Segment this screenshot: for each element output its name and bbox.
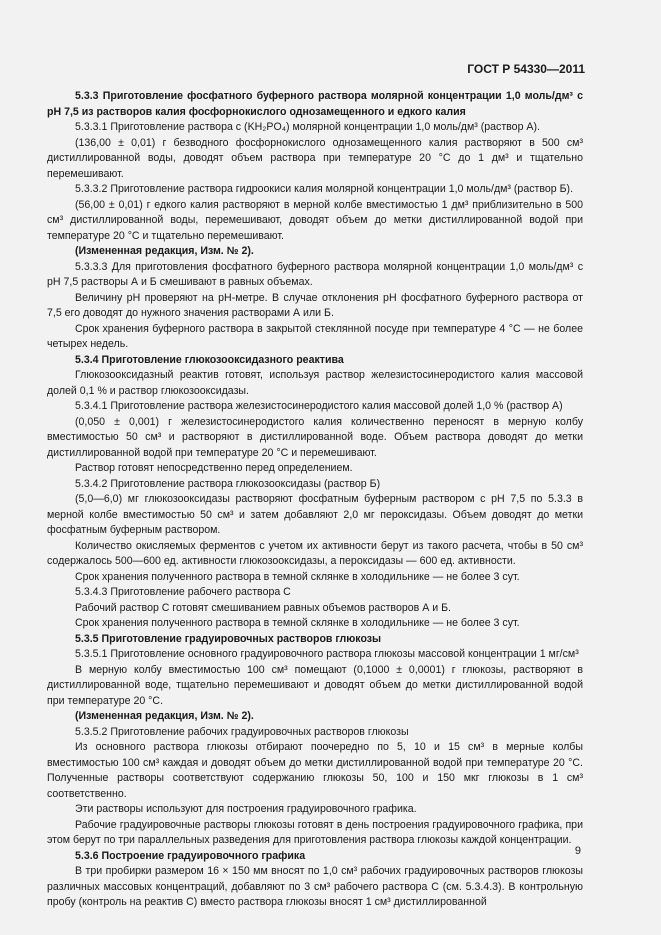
page-number: 9 xyxy=(574,845,581,857)
paragraph: 5.3.5.2 Приготовление рабочих градуировочных растворов глюкозы xyxy=(75,725,409,738)
paragraph: Рабочие градуировочные растворы глюкозы готовят в день построения градуировочного графика, при этом берут по три параллельных разведения для приготовления раствора глюкозы каждой концентрации. xyxy=(47,818,583,846)
paragraph: Раствор готовят непосредственно перед определением. xyxy=(75,462,353,474)
paragraph: В три пробирки размером 16 × 150 мм вносят по 1,0 см³ рабочих градуировочных растворов глюкозы различных массовых концентраций, добавляют по 3 см³ рабочего раствора С (см. 5.3.4.3). В контрольную пробу (контроль на реактив С) вместо раствора глюкозы вносят 1 см³ дистиллированной xyxy=(47,865,583,908)
paragraph: 5.3.4.2 Приготовление раствора глюкозооксидазы (раствор Б) xyxy=(75,477,381,490)
paragraph: (Измененная редакция, Изм. № 2). xyxy=(75,245,254,257)
paragraph: 5.3.4.3 Приготовление рабочего раствора С xyxy=(75,586,291,598)
paragraph: Срок хранения буферного раствора в закрытой стеклянной посуде при температуре 4 °С — не более четырех недель. xyxy=(47,322,583,350)
paragraph: В мерную колбу вместимостью 100 см³ помещают (0,1000 ± 0,0001) г глюкозы, растворяют в дистиллированной воде, тщательно перемешивают и доводят объем до метки дистиллированной водой при температуре 20 °С. xyxy=(47,663,583,707)
paragraph: 5.3.5 Приготовление градуировочных растворов глюкозы xyxy=(75,632,382,645)
paragraph: 5.3.5.1 Приготовление основного градуировочного раствора глюкозы массовой концентрации 1 мг/см³ xyxy=(75,648,579,660)
paragraph: Глюкозооксидазный реактив готовят, используя раствор железистосинеродистого калия массовой долей 0,1 % и раствор глюкозооксидазы. xyxy=(47,369,583,397)
paragraph: 5.3.3.3 Для приготовления фосфатного буферного раствора молярной концентрации 1,0 моль/дм³ с pH 7,5 растворы А и Б смешивают в равных объемах. xyxy=(47,260,583,288)
paragraph: Количество окисляемых ферментов с учетом их активности берут из такого расчета, чтобы в 50 см³ содержалось 500—600 ед. активности глюкозооксидазы, а пероксидазы — 600 ед. активности. xyxy=(47,539,583,567)
paragraph: (56,00 ± 0,01) г едкого калия растворяют в мерной колбе вместимостью 1 дм³ приблизительно в 500 см³ дистиллированной воды, перемешивают, доводят объем до метки дистиллированной водой при температуре 20 °С и тщательно перемешивают. xyxy=(47,198,583,242)
standard-header: ГОСТ Р 54330—2011 xyxy=(467,62,585,76)
paragraph: Рабочий раствор С готовят смешиванием равных объемов растворов А и Б. xyxy=(75,601,451,614)
document-body xyxy=(47,89,583,911)
paragraph: Срок хранения полученного раствора в темной склянке в холодильнике — не более 3 сут. xyxy=(75,570,520,583)
paragraph: (Измененная редакция, Изм. № 2). xyxy=(75,710,254,722)
paragraph: 5.3.6 Построение градуировочного графика xyxy=(75,849,306,862)
paragraph: Из основного раствора глюкозы отбирают поочередно по 5, 10 и 15 см³ в мерные колбы вместимостью 100 см³ каждая и доводят объем до метки дистиллированной водой при температуре 20 °С. Полученные растворы соответствуют содержанию глюкозы 50, 100 и 150 мкг глюкозы в 1 см³ соответственно. xyxy=(47,741,583,800)
paragraph: Срок хранения полученного раствора в темной склянке в холодильнике — не более 3 сут. xyxy=(75,617,520,629)
paragraph: (5,0—6,0) мг глюкозооксидазы растворяют фосфатным буферным раствором с pH 7,5 по 5.3.3 в мерной колбе вместимостью 50 см³ и затем добавляют 2,0 мг пероксидазы. Объем доводят до метки фосфатным буферным раствором. xyxy=(47,493,583,536)
paragraph: 5.3.4 Приготовление глюкозооксидазного реактива xyxy=(75,353,344,366)
paragraph: Величину pH проверяют на pH-метре. В случае отклонения pH фосфатного буферного раствора от 7,5 его доводят до нужного значения растворами А или Б. xyxy=(47,291,583,319)
paragraph: Эти растворы используют для построения градуировочного графика. xyxy=(75,803,417,815)
paragraph: (136,00 ± 0,01) г безводного фосфорнокислого однозамещенного калия растворяют в 500 см³ дистиллированной воды, доводят объем раствора при температуре 20 °С до 1 дм³ и тщательно перемешивают. xyxy=(47,136,583,180)
paragraph: 5.3.3 Приготовление фосфатного буферного раствора молярной концентрации 1,0 моль/дм³ с pH 7,5 из растворов калия фосфорнокислого однозамещенного и едкого калия xyxy=(47,90,583,118)
paragraph: (0,050 ± 0,001) г железистосинеродистого калия количественно переносят в мерную колбу вместимостью 50 см³ и растворяют в дистиллированной воде. Объем раствора доводят до метки дистиллированной водой при температуре 20 °С и перемешивают. xyxy=(47,415,583,459)
paragraph: 5.3.3.1 Приготовление раствора с (KH₂PO₄) молярной концентрации 1,0 моль/дм³ (раствор А). xyxy=(75,121,540,133)
paragraph: 5.3.4.1 Приготовление раствора железистосинеродистого калия массовой долей 1,0 % (раствор А) xyxy=(75,400,563,412)
paragraph: 5.3.3.2 Приготовление раствора гидроокиси калия молярной концентрации 1,0 моль/дм³ (раствор Б). xyxy=(75,183,574,195)
